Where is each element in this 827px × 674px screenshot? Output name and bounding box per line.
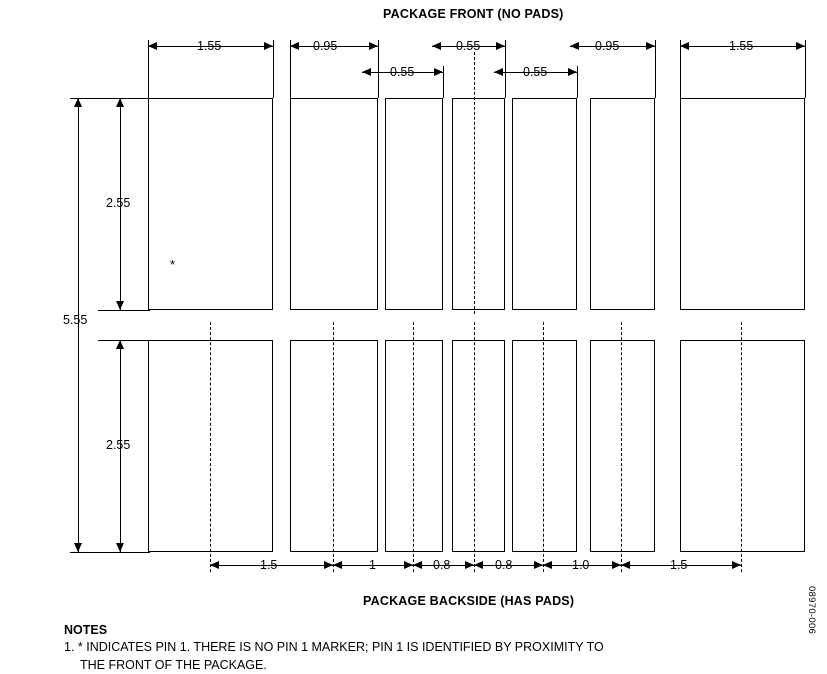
dim-bottom-4: 0.8 — [495, 558, 513, 572]
dim-left-2: 5.55 — [63, 313, 88, 327]
dim-bottom-5: 1.0 — [572, 558, 590, 572]
dim-bottom-1: 1.5 — [260, 558, 278, 572]
pad-front-5 — [512, 98, 577, 310]
ext-line — [70, 552, 150, 553]
arrowhead — [362, 68, 371, 76]
notes-line-1: 1. * INDICATES PIN 1. THERE IS NO PIN 1 MARKER; PIN 1 IS IDENTIFIED BY PROXIMITY TO — [64, 640, 604, 654]
pad-front-3 — [385, 98, 443, 310]
dim-top-6: 0.55 — [390, 65, 415, 79]
dim-top-5: 1.55 — [729, 39, 754, 53]
arrowhead — [621, 561, 630, 569]
arrowhead — [116, 301, 124, 310]
arrowhead — [434, 68, 443, 76]
center-line-top — [474, 52, 475, 314]
arrowhead — [680, 42, 689, 50]
arrowhead — [148, 42, 157, 50]
pad-back-7 — [680, 340, 805, 552]
arrowhead — [290, 42, 299, 50]
pad-front-6 — [590, 98, 655, 310]
ext-line — [655, 40, 656, 98]
arrowhead — [465, 561, 474, 569]
ext-line — [290, 40, 291, 98]
ext-line — [805, 40, 806, 98]
arrowhead — [543, 561, 552, 569]
arrowhead — [74, 98, 82, 107]
ext-line — [98, 310, 150, 311]
arrowhead — [404, 561, 413, 569]
arrowhead — [74, 543, 82, 552]
pad-front-2 — [290, 98, 378, 310]
pad-back-6 — [590, 340, 655, 552]
notes-heading: NOTES — [64, 623, 108, 637]
arrowhead — [369, 42, 378, 50]
figure-code: 08970-006 — [806, 586, 817, 635]
arrowhead — [324, 561, 333, 569]
pin1-marker: * — [170, 257, 176, 272]
ext-line — [577, 66, 578, 98]
center-line-back-7 — [741, 322, 742, 572]
ext-line — [70, 98, 150, 99]
ext-line — [378, 40, 379, 98]
arrowhead — [494, 68, 503, 76]
ext-line — [148, 40, 149, 98]
arrowhead — [646, 42, 655, 50]
arrowhead — [116, 98, 124, 107]
pad-front-1 — [148, 98, 273, 310]
dim-top-4: 0.95 — [595, 39, 620, 53]
arrowhead — [264, 42, 273, 50]
dim-top-7: 0.55 — [523, 65, 548, 79]
arrowhead — [568, 68, 577, 76]
dim-top-2: 0.95 — [313, 39, 338, 53]
arrowhead — [496, 42, 505, 50]
dim-top-3: 0.55 — [456, 39, 481, 53]
ext-line — [505, 40, 506, 98]
arrowhead — [333, 561, 342, 569]
arrowhead — [732, 561, 741, 569]
pad-front-4 — [452, 98, 505, 310]
ext-line — [273, 40, 274, 98]
arrowhead — [432, 42, 441, 50]
dim-top-1: 1.55 — [197, 39, 222, 53]
arrowhead — [116, 340, 124, 349]
pad-front-7 — [680, 98, 805, 310]
ext-line — [680, 40, 681, 98]
notes-line-2: THE FRONT OF THE PACKAGE. — [80, 658, 267, 672]
center-line-back-4 — [474, 322, 475, 572]
center-line-back-1 — [210, 322, 211, 572]
arrowhead — [116, 543, 124, 552]
dim-bottom-6: 1.5 — [670, 558, 688, 572]
dim-bottom-3: 0.8 — [433, 558, 451, 572]
center-line-back-2 — [333, 322, 334, 572]
arrowhead — [570, 42, 579, 50]
arrowhead — [413, 561, 422, 569]
dim-left-3: 2.55 — [106, 438, 131, 452]
arrowhead — [474, 561, 483, 569]
dim-bottom-2: 1 — [369, 558, 376, 572]
arrowhead — [210, 561, 219, 569]
center-line-back-6 — [621, 322, 622, 572]
dim-left-1: 2.55 — [106, 196, 131, 210]
pad-back-2 — [290, 340, 378, 552]
center-line-back-3 — [413, 322, 414, 572]
pad-back-3 — [385, 340, 443, 552]
center-line-back-5 — [543, 322, 544, 572]
top-title: PACKAGE FRONT (NO PADS) — [383, 7, 564, 21]
arrowhead — [612, 561, 621, 569]
pad-back-4 — [452, 340, 505, 552]
pad-back-5 — [512, 340, 577, 552]
ext-line — [443, 66, 444, 98]
ext-line — [98, 340, 150, 341]
arrowhead — [796, 42, 805, 50]
bottom-title: PACKAGE BACKSIDE (HAS PADS) — [363, 594, 575, 608]
arrowhead — [534, 561, 543, 569]
